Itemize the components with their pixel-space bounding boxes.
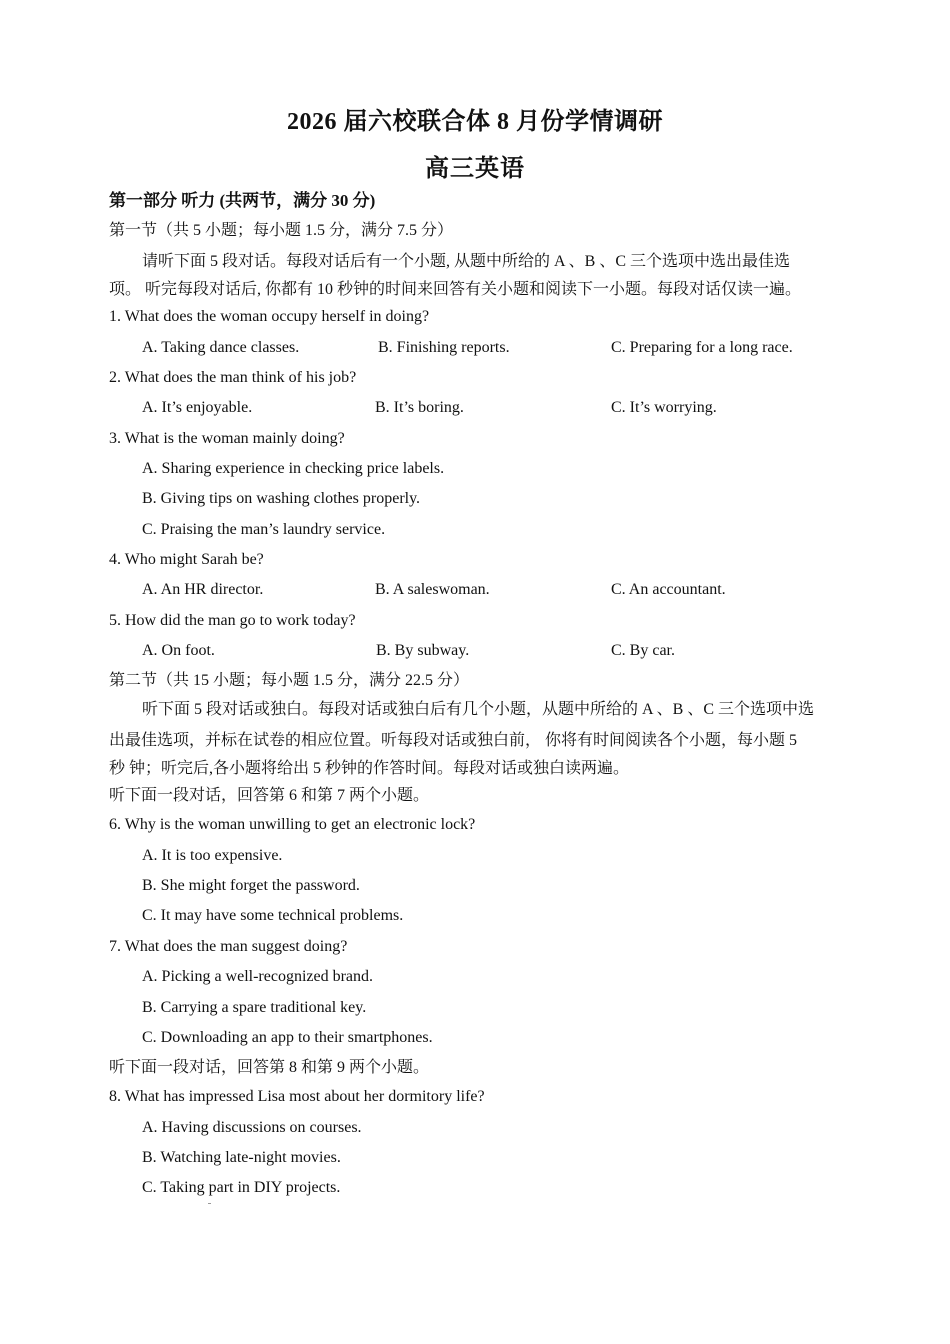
prompt-questions-8-9: 听下面一段对话，回答第 8 和第 9 两个小题。 (109, 1059, 430, 1076)
section2-instruction-line2: 出最佳选项，并标在试卷的相应位置。听每段对话或独白前， 你将有时间阅读各个小题，每小题 5 (109, 732, 798, 749)
question-5-stem: 5. How did the man go to work today? (109, 612, 356, 629)
section1-instruction-line2: 项。 听完每段对话后, 你都有 10 秒钟的时间来回答有关小题和阅读下一小题。每段对话仅读一遍。 (109, 281, 802, 298)
question-4-option-b: B. A saleswoman. (375, 581, 490, 598)
question-1-option-b: B. Finishing reports. (378, 339, 510, 356)
question-7-option-c: C. Downloading an app to their smartphones. (142, 1029, 433, 1046)
question-2-stem: 2. What does the man think of his job? (109, 369, 357, 386)
question-3-option-c: C. Praising the man’s laundry service. (142, 521, 386, 538)
question-6-stem: 6. Why is the woman unwilling to get an electronic lock? (109, 816, 476, 833)
question-3-stem: 3. What is the woman mainly doing? (109, 430, 345, 447)
question-8-option-c: C. Taking part in DIY projects. (142, 1179, 341, 1196)
section2-instruction-line3: 秒 钟；听完后,各小题将给出 5 秒钟的作答时间。每段对话或独白读两遍。 (109, 760, 630, 777)
question-4-stem: 4. Who might Sarah be? (109, 551, 264, 568)
question-2-option-b: B. It’s boring. (375, 399, 464, 416)
question-6-option-c: C. It may have some technical problems. (142, 907, 404, 924)
question-6-option-a: A. It is too expensive. (142, 847, 283, 864)
question-3-option-a: A. Sharing experience in checking price labels. (142, 460, 445, 477)
question-1-stem: 1. What does the woman occupy herself in doing? (109, 308, 430, 325)
question-8-option-a: A. Having discussions on courses. (142, 1119, 362, 1136)
page-speck (208, 1203, 211, 1204)
section2-heading: 第二节（共 15 小题；每小题 1.5 分，满分 22.5 分） (109, 672, 470, 689)
question-7-option-a: A. Picking a well-recognized brand. (142, 968, 374, 985)
question-6-option-b: B. She might forget the password. (142, 877, 360, 894)
section2-instruction-line1: 听下面 5 段对话或独白。每段对话或独白后有几个小题，从题中所给的 A 、B 、C 三个选项中选 (142, 701, 815, 718)
question-7-stem: 7. What does the man suggest doing? (109, 938, 348, 955)
question-5-option-c: C. By car. (611, 642, 675, 659)
question-1-option-c: C. Preparing for a long race. (611, 339, 793, 356)
question-2-option-a: A. It’s enjoyable. (142, 399, 253, 416)
question-7-option-b: B. Carrying a spare traditional key. (142, 999, 367, 1016)
part1-heading: 第一部分 听力 (共两节，满分 30 分) (109, 191, 376, 210)
question-5-option-b: B. By subway. (376, 642, 470, 659)
section1-heading: 第一节（共 5 小题；每小题 1.5 分，满分 7.5 分） (109, 222, 454, 239)
exam-subtitle: 高三英语 (425, 156, 525, 182)
question-8-stem: 8. What has impressed Lisa most about her dormitory life? (109, 1088, 485, 1105)
prompt-questions-6-7: 听下面一段对话，回答第 6 和第 7 两个小题。 (109, 787, 430, 804)
question-2-option-c: C. It’s worrying. (611, 399, 717, 416)
section1-instruction-line1: 请听下面 5 段对话。每段对话后有一个小题, 从题中所给的 A 、B 、C 三个选项中选出最佳选 (142, 253, 791, 270)
question-5-option-a: A. On foot. (142, 642, 215, 659)
question-3-option-b: B. Giving tips on washing clothes properly. (142, 490, 421, 507)
question-4-option-a: A. An HR director. (142, 581, 264, 598)
question-8-option-b: B. Watching late-night movies. (142, 1149, 341, 1166)
question-1-option-a: A. Taking dance classes. (142, 339, 300, 356)
question-4-option-c: C. An accountant. (611, 581, 726, 598)
exam-title: 2026 届六校联合体 8 月份学情调研 (287, 109, 663, 135)
